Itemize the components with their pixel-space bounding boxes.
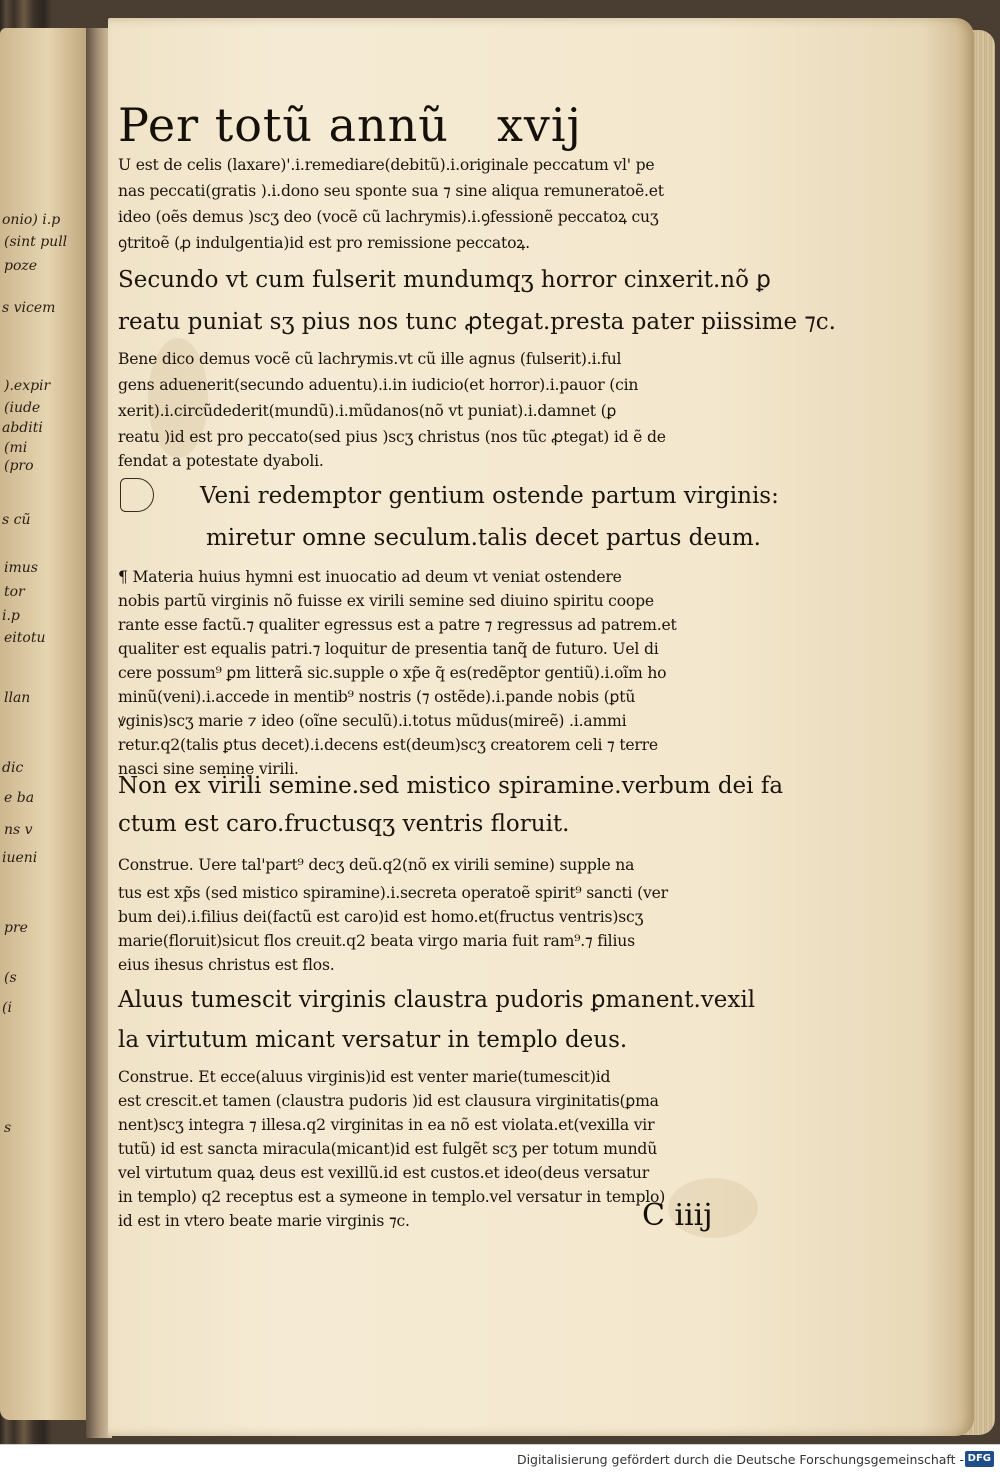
- gloss-line: Bene dico demus vocẽ cũ lachrymis.vt cũ ille agnus (fulserit).i.ful: [118, 350, 622, 368]
- margin-fragment: i.p: [2, 608, 20, 624]
- gloss-line: ꝯtritoẽ (ꝓ indulgentia)id est pro remissione peccatoꝝ.: [118, 234, 530, 252]
- gloss-line: Construe. Uere tal'part⁹ decʒ deũ.q2(nõ ex virili semine) supple na: [118, 856, 635, 874]
- gloss-line: ꝟginis)scʒ marie ⁊ ideo (oĩne seculũ).i.totus mũdus(mireẽ) .i.ammi: [118, 712, 627, 730]
- running-header: [118, 98, 582, 152]
- gloss-line: id est in vtero beate marie virginis ⁊c.: [118, 1212, 410, 1230]
- margin-fragment: ).expir: [4, 378, 51, 394]
- margin-fragment: (i: [2, 1000, 12, 1016]
- margin-fragment: eitotu: [4, 630, 46, 646]
- margin-fragment: s cũ: [2, 512, 31, 528]
- margin-fragment: poze: [4, 258, 38, 274]
- margin-fragment: s: [4, 1120, 12, 1136]
- verse-line: Secundo vt cum fulserit mundumqʒ horror cinxerit.nõ ꝑ: [118, 267, 771, 293]
- gloss-line: nasci sine semine virili.: [118, 760, 299, 778]
- margin-fragment: dic: [2, 760, 24, 776]
- gloss-line: U est de celis (laxare)'.i.remediare(debitũ).i.originale peccatum vl' pe: [118, 156, 655, 174]
- gloss-line: gens aduenerit(secundo aduentu).i.in iudicio(et horror).i.pauor (cin: [118, 376, 639, 394]
- margin-fragment: (sint pull: [4, 234, 68, 250]
- verse-line: miretur omne seculum.talis decet partus deum.: [206, 525, 761, 551]
- initial-placeholder: [120, 478, 154, 512]
- gloss-line: vel virtutum quaꝝ deus est vexillũ.id est custos.et ideo(deus versatur: [118, 1164, 650, 1182]
- margin-fragment: iueni: [2, 850, 38, 866]
- funding-credit: Digitalisierung gefördert durch die Deutsche Forschungsgemeinschaft -: [516, 1452, 964, 1467]
- gloss-line: eius ihesus christus est flos.: [118, 956, 335, 974]
- verse-line: Veni redemptor gentium ostende partum virginis:: [200, 483, 779, 509]
- margin-fragment: (iude: [4, 400, 41, 416]
- margin-fragment: e ba: [4, 790, 35, 806]
- gloss-line: cere possum⁹ ꝑm litterã sic.supple o xp̃e q̃ es(redẽptor gentiũ).i.oĩm ho: [118, 664, 667, 682]
- gloss-line: qualiter est equalis patri.⁊ loquitur de presentia tanq̃ de futuro. Uel di: [118, 640, 659, 658]
- gloss-line: est crescit.et tamen (claustra pudoris )id est clausura virginitatis(ꝑma: [118, 1092, 659, 1110]
- gloss-line: minũ(veni).i.accede in mentib⁹ nostris (⁊ ostẽde).i.pande nobis (ꝑtũ: [118, 688, 636, 706]
- verse-line: Aluus tumescit virginis claustra pudoris ꝑmanent.vexil: [118, 987, 756, 1013]
- dfg-logo: DFG: [965, 1451, 994, 1467]
- margin-fragment: s vicem: [2, 300, 56, 316]
- gloss-line: Construe. Et ecce(aluus virginis)id est venter marie(tumescit)id: [118, 1068, 611, 1086]
- margin-fragment: tor: [4, 584, 25, 600]
- gloss-line: bum dei).i.filius dei(factũ est caro)id est homo.et(fructus ventris)scʒ: [118, 908, 644, 926]
- gloss-line: xerit).i.circũdederit(mundũ).i.mũdanos(nõ vt puniat).i.damnet (ꝑ: [118, 402, 617, 420]
- margin-fragment: ns v: [4, 822, 33, 838]
- signature-mark: C iiij: [642, 1198, 713, 1233]
- folio-number: xvij: [496, 98, 582, 152]
- gloss-line: reatu )id est pro peccato(sed pius )scʒ christus (nos tũc ꝓtegat) id ẽ de: [118, 428, 666, 446]
- gloss-line: nent)scʒ integra ⁊ illesa.q2 virginitas in ea nõ est violata.et(vexilla vir: [118, 1116, 655, 1134]
- verse-line: la virtutum micant versatur in templo deus.: [118, 1027, 628, 1053]
- gloss-line: tus est xp̃s (sed mistico spiramine).i.secreta operatoẽ spirit⁹ sancti (ver: [118, 884, 668, 902]
- margin-fragment: abditi: [2, 420, 43, 436]
- margin-fragment: (s: [4, 970, 17, 986]
- margin-fragment: onio) i.p: [2, 212, 61, 228]
- gloss-line: rante esse factũ.⁊ qualiter egressus est a patre ⁊ regressus ad patrem.et: [118, 616, 677, 634]
- running-title: Per totũ annũ: [118, 98, 449, 152]
- margin-fragment: imus: [4, 560, 38, 576]
- gloss-line: fendat a potestate dyaboli.: [118, 452, 324, 470]
- gloss-line: retur.q2(talis ꝑtus decet).i.decens est(deum)scʒ creatorem celi ⁊ terre: [118, 736, 658, 754]
- gloss-line: marie(floruit)sicut flos creuit.q2 beata virgo maria fuit ram⁹.⁊ filius: [118, 932, 635, 950]
- margin-fragment: pre: [4, 920, 28, 936]
- gloss-line: in templo) q2 receptus est a symeone in templo.vel versatur in templo): [118, 1188, 666, 1206]
- verse-line: Non ex virili semine.sed mistico spiramine.verbum dei fa: [118, 773, 784, 799]
- gloss-line: tutũ) id est sancta miracula(micant)id est fulgẽt scʒ per totum mundũ: [118, 1140, 658, 1158]
- verse-line: reatu puniat sʒ pius nos tunc ꝓtegat.presta pater piissime ⁊c.: [118, 309, 836, 335]
- gloss-line: nobis partũ virginis nõ fuisse ex virili semine sed diuino spiritu coope: [118, 592, 654, 610]
- margin-fragment: (pro: [4, 458, 34, 474]
- footer-bar: [0, 1444, 1000, 1475]
- margin-fragment: (mi: [4, 440, 28, 456]
- verse-line: ctum est caro.fructusqʒ ventris floruit.: [118, 811, 570, 837]
- margin-fragment: llan: [4, 690, 31, 706]
- gloss-line: ¶ Materia huius hymni est inuocatio ad deum vt veniat ostendere: [118, 568, 622, 586]
- gloss-line: ideo (oẽs demus )scʒ deo (vocẽ cũ lachrymis).i.ꝯfessionẽ peccatoꝝ cuʒ: [118, 208, 659, 226]
- gloss-line: nas peccati(gratis ).i.dono seu sponte sua ⁊ sine aliqua remuneratoẽ.et: [118, 182, 664, 200]
